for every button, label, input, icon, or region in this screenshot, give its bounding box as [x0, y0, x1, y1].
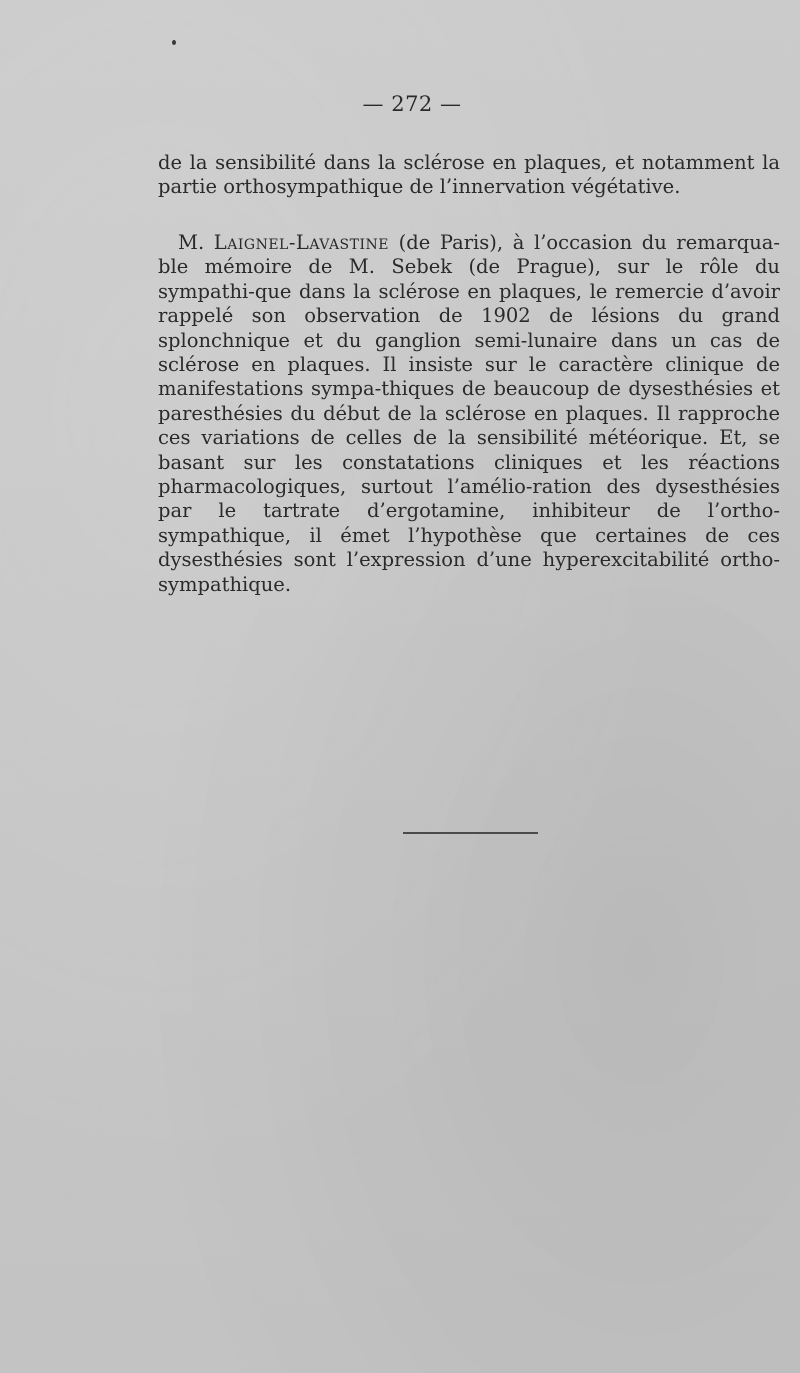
ink-speck: [172, 40, 176, 45]
section-divider-rule: [403, 832, 538, 834]
paragraph-lead: M.: [178, 231, 214, 254]
author-name: Laignel-Lavastine: [213, 231, 389, 254]
page-number: — 272 —: [362, 92, 462, 116]
paragraph-laignel-lavastine: [158, 231, 780, 597]
paragraph-text: de la sensibilité dans la sclérose en plaques, et notamment la partie orthosympathique de l’innervation végétative.: [158, 151, 780, 199]
paragraph-body: [158, 231, 780, 597]
paragraph-continuation: [158, 151, 780, 200]
paragraph-text: (de Paris), à l’occasion du remarqua-ble mémoire de M. Sebek (de Prague), sur le rôle du sympathi-que dans la sclérose en plaques, le remercie d’avoir rappelé son observation de 1902 de lésions du grand splonchnique et du ganglion semi-lunaire dans un cas de sclérose en plaques. Il insiste sur le caractère clinique de manifestations sympa-thiques de beaucoup de dysesthésies et paresthésies du début de la sclérose en plaques. Il rapproche ces variations de celles de la sensibilité météorique. Et, se basant sur les constatations cliniques et les réactions pharmacologiques, surtout l’amélio-ration des dysesthésies par le tartrate d’ergotamine, inhibiteur de l’ortho-sympathique, il émet l’hypothèse que certaines de ces dysesthésies sont l’expression d’une hyperexcitabilité ortho-sympathique.: [158, 231, 780, 596]
